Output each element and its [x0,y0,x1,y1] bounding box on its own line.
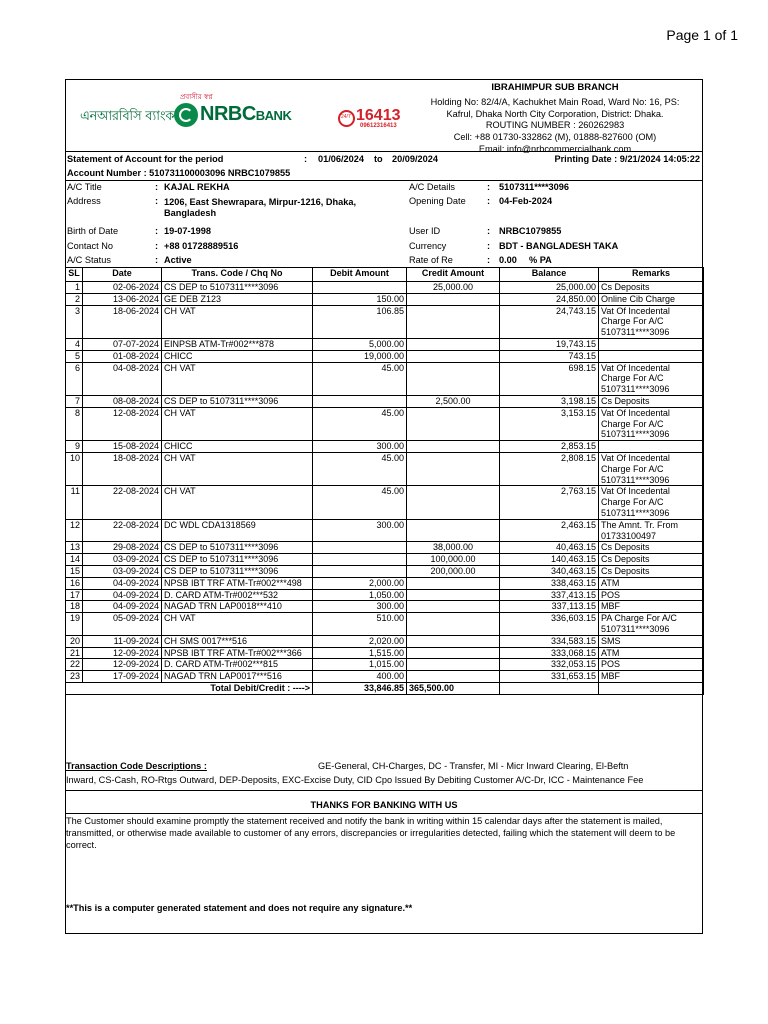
cell-code: CS DEP to 5107311****3096 [162,554,313,566]
cell-sl: 18 [66,601,83,613]
cell-code: CH VAT [162,452,313,485]
table-row [66,338,704,350]
ac-title-colon: : [155,182,159,192]
cell-credit [407,362,500,395]
nrbc-bank-logo [80,95,295,135]
cell-date: 13-06-2024 [83,293,162,305]
table-row [66,395,704,407]
cell-remarks: ATM [599,647,704,659]
cell-date: 04-09-2024 [83,577,162,589]
cell-date: 18-06-2024 [83,305,162,338]
cell-sl: 22 [66,659,83,671]
opening-date-colon: : [487,196,491,206]
table-row [66,452,704,485]
cell-remarks [599,350,704,362]
table-row [66,565,704,577]
hotline-number: 16413 [356,107,401,124]
cell-debit [313,542,407,554]
cell-credit [407,486,500,519]
cell-credit [407,671,500,683]
cell-debit: 45.00 [313,486,407,519]
cell-sl: 10 [66,452,83,485]
cell-credit [407,589,500,601]
currency-label: Currency [409,241,447,251]
cell-code: CS DEP to 5107311****3096 [162,395,313,407]
codes-line2: Inward, CS-Cash, RO-Rtgs Outward, DEP-Deposits, EXC-Excise Duty, CID Cpo Issued By Debiting Customer A/C-Dr, ICC - Maintenance Fee [66,775,644,785]
cell-remarks: Vat Of Incedental Charge For A/C 5107311****3096 [599,362,704,395]
cell-debit: 19,000.00 [313,350,407,362]
cell-balance: 698.15 [500,362,599,395]
cell-date: 03-09-2024 [83,554,162,566]
table-row [66,407,704,440]
cell-date: 01-08-2024 [83,350,162,362]
cell-balance: 2,808.15 [500,452,599,485]
cell-remarks: ATM [599,577,704,589]
cell-balance: 743.15 [500,350,599,362]
cell-code: CH VAT [162,362,313,395]
branch-routing: ROUTING NUMBER : 260262983 [485,120,625,131]
opening-date-value: 04-Feb-2024 [499,196,553,206]
cell-remarks: Cs Deposits [599,565,704,577]
cell-code: NAGAD TRN LAP0017***516 [162,671,313,683]
col-header-sl: SL [66,268,83,282]
cell-balance: 337,413.15 [500,589,599,601]
branch-address [410,97,700,156]
cell-date: 22-08-2024 [83,486,162,519]
cell-credit: 100,000.00 [407,554,500,566]
table-row [66,519,704,542]
bank-tagline-bn: প্রবাসীর স্বপ্ন [180,93,213,101]
table-row [66,659,704,671]
dob-value: 19-07-1998 [164,226,211,236]
contact-value: +88 01728889516 [164,241,239,251]
cell-code: GE DEB Z123 [162,293,313,305]
cell-credit [407,452,500,485]
cell-debit [313,565,407,577]
cell-debit: 45.00 [313,362,407,395]
cell-remarks: Vat Of Incedental Charge For A/C 5107311****3096 [599,407,704,440]
cell-date: 18-08-2024 [83,452,162,485]
cell-balance: 25,000.00 [500,282,599,294]
cell-remarks: Cs Deposits [599,542,704,554]
cell-sl: 6 [66,362,83,395]
user-id-colon: : [487,226,491,236]
col-header-date: Date [83,268,162,282]
table-row [66,305,704,338]
cell-balance: 331,653.15 [500,671,599,683]
currency-colon: : [487,241,491,251]
cell-date: 07-07-2024 [83,338,162,350]
ac-title-value: KAJAL REKHA [164,182,230,192]
ac-details-colon: : [487,182,491,192]
bank-name-bn: এনআরবিসি ব্যাংক [80,109,175,124]
cell-credit [407,293,500,305]
table-row [66,601,704,613]
address-line1: 1206, East Shewrapara, Mirpur-1216, Dhaka, [164,197,357,207]
address-label: Address [67,196,101,206]
cell-credit [407,613,500,636]
cell-remarks: Cs Deposits [599,282,704,294]
col-header-balance: Balance [500,268,599,282]
table-row [66,486,704,519]
cell-code: CHICC [162,441,313,453]
cell-remarks: Vat Of Incedental Charge For A/C 5107311****3096 [599,452,704,485]
cell-sl: 19 [66,613,83,636]
table-row [66,635,704,647]
cell-credit [407,441,500,453]
bank-name-en-main: NRBC [200,103,256,125]
cell-date: 22-08-2024 [83,519,162,542]
cell-balance: 3,198.15 [500,395,599,407]
cell-code: CH VAT [162,613,313,636]
total-label: Total Debit/Credit : ----> [66,682,313,694]
dob-label: Birth of Date [67,226,119,236]
notice-text: The Customer should examine promptly the statement received and notify the bank in writing within 15 calendar days after the statement is mailed, transmitted, or otherwise made available to customer of any errors, discrepancies or irregularities detected, failing which the statement will deem to be correct. [66,816,676,850]
bank-name-en-suffix: BANK [255,108,292,123]
hotline-24-7-icon [338,110,355,127]
status-value: Active [164,255,192,265]
ac-details-label: A/C Details [409,182,455,192]
branch-email: Email: info@nrbcommercialbank.com [478,143,632,154]
cell-date: 12-08-2024 [83,407,162,440]
cell-credit [407,647,500,659]
cell-date: 17-09-2024 [83,671,162,683]
cell-credit: 25,000.00 [407,282,500,294]
cell-sl: 21 [66,647,83,659]
cell-balance: 3,153.15 [500,407,599,440]
codes-title: Transaction Code Descriptions : [66,761,207,771]
cell-balance: 24,850.00 [500,293,599,305]
rate-colon: : [487,255,491,265]
cell-sl: 14 [66,554,83,566]
cell-remarks: Vat Of Incedental Charge For A/C 5107311****3096 [599,305,704,338]
cell-sl: 8 [66,407,83,440]
cell-debit: 1,515.00 [313,647,407,659]
computer-generated-note: **This is a computer generated statement and does not require any signature.** [66,903,413,913]
table-row [66,613,704,636]
cell-remarks: POS [599,589,704,601]
account-divider [65,180,703,181]
cell-debit: 45.00 [313,452,407,485]
table-row [66,554,704,566]
cell-sl: 9 [66,441,83,453]
cell-remarks: PA Charge For A/C 5107311****3096 [599,613,704,636]
total-balance-empty [500,682,599,694]
cell-sl: 3 [66,305,83,338]
cell-date: 04-08-2024 [83,362,162,395]
cell-date: 15-08-2024 [83,441,162,453]
cell-credit: 200,000.00 [407,565,500,577]
cell-debit: 2,020.00 [313,635,407,647]
cell-sl: 7 [66,395,83,407]
cell-debit: 300.00 [313,519,407,542]
cell-code: CH VAT [162,407,313,440]
cell-code: CS DEP to 5107311****3096 [162,282,313,294]
hotline-logo [338,108,408,134]
transactions-body [66,282,704,695]
cell-debit: 400.00 [313,671,407,683]
status-label: A/C Status [67,255,111,265]
cell-code: CH VAT [162,305,313,338]
cell-credit [407,577,500,589]
cell-remarks: Cs Deposits [599,554,704,566]
cell-code: CH VAT [162,486,313,519]
cell-code: CS DEP to 5107311****3096 [162,565,313,577]
cell-date: 11-09-2024 [83,635,162,647]
cell-balance: 2,763.15 [500,486,599,519]
cell-debit: 1,050.00 [313,589,407,601]
cell-balance: 333,068.15 [500,647,599,659]
cell-balance: 336,603.15 [500,613,599,636]
cell-remarks: SMS [599,635,704,647]
cell-debit [313,282,407,294]
table-header-row [66,268,704,282]
cell-code: CH SMS 0017***516 [162,635,313,647]
cell-sl: 4 [66,338,83,350]
col-header-debit: Debit Amount [313,268,407,282]
cell-credit [407,338,500,350]
cell-remarks: Cs Deposits [599,395,704,407]
table-row [66,282,704,294]
table-row [66,577,704,589]
total-credit: 365,500.00 [407,682,500,694]
header-divider [65,151,703,152]
cell-credit: 2,500.00 [407,395,500,407]
cell-credit [407,635,500,647]
cell-balance: 2,463.15 [500,519,599,542]
cell-sl: 1 [66,282,83,294]
cell-remarks [599,338,704,350]
cell-credit [407,350,500,362]
cell-sl: 2 [66,293,83,305]
cell-date: 29-08-2024 [83,542,162,554]
period-to-label: to [374,154,383,164]
dob-colon: : [155,226,159,236]
cell-remarks: Online Cib Charge [599,293,704,305]
cell-code: NAGAD TRN LAP0018***410 [162,601,313,613]
cell-date: 12-09-2024 [83,659,162,671]
codes-line1: GE-General, CH-Charges, DC - Transfer, MI - Micr Inward Clearing, El-Beftn [318,761,629,771]
branch-address-line2: Kafrul, Dhaka North City Corporation, District: Dhaka. [446,108,664,119]
cell-balance: 334,583.15 [500,635,599,647]
total-remarks-empty [599,682,704,694]
cell-balance: 338,463.15 [500,577,599,589]
bank-name-en [200,103,291,126]
transactions-table [65,267,704,695]
cell-balance: 140,463.15 [500,554,599,566]
cell-sl: 23 [66,671,83,683]
branch-cell: Cell: +88 01730-332862 (M), 01888-827600 (OM) [453,132,657,143]
branch-address-line1: Holding No: 82/4/A, Kachukhet Main Road, Ward No: 16, PS: [430,97,680,107]
cell-debit: 2,000.00 [313,577,407,589]
address-colon: : [155,196,159,206]
cell-debit: 150.00 [313,293,407,305]
col-header-remarks: Remarks [599,268,704,282]
contact-label: Contact No [67,241,113,251]
period-colon: : [304,154,308,164]
cell-balance: 340,463.15 [500,565,599,577]
address-line2: Bangladesh [164,208,217,218]
cell-sl: 17 [66,589,83,601]
cell-sl: 11 [66,486,83,519]
cell-debit [313,395,407,407]
table-row [66,350,704,362]
cell-code: CHICC [162,350,313,362]
cell-credit [407,659,500,671]
table-row [66,589,704,601]
cell-sl: 13 [66,542,83,554]
table-row [66,542,704,554]
cell-credit [407,407,500,440]
cell-credit: 38,000.00 [407,542,500,554]
cell-remarks: MBF [599,671,704,683]
table-row [66,647,704,659]
cell-sl: 15 [66,565,83,577]
page-number: Page 1 of 1 [666,27,738,43]
notice-divider [65,813,703,814]
cell-balance: 40,463.15 [500,542,599,554]
cell-date: 04-09-2024 [83,601,162,613]
footer-divider [65,790,703,791]
cell-date: 04-09-2024 [83,589,162,601]
cell-debit [313,554,407,566]
cell-date: 12-09-2024 [83,647,162,659]
cell-code: DC WDL CDA1318569 [162,519,313,542]
rate-value: 0.00 [499,255,517,265]
cell-credit [407,519,500,542]
cell-balance: 24,743.15 [500,305,599,338]
cell-sl: 20 [66,635,83,647]
hotline-alt-number: 09612316413 [360,123,397,129]
nrbc-logo-mark-icon [174,103,198,127]
table-row [66,362,704,395]
cell-remarks [599,441,704,453]
contact-colon: : [155,241,159,251]
currency-value: BDT - BANGLADESH TAKA [499,241,619,251]
cell-sl: 16 [66,577,83,589]
cell-remarks: POS [599,659,704,671]
status-colon: : [155,255,159,265]
cell-remarks: Vat Of Incedental Charge For A/C 5107311****3096 [599,486,704,519]
total-row [66,682,704,694]
cell-debit: 106.85 [313,305,407,338]
rate-label: Rate of Re [409,255,453,265]
table-row [66,293,704,305]
branch-name: IBRAHIMPUR SUB BRANCH [491,82,619,93]
rate-unit: % PA [529,255,552,265]
cell-credit [407,601,500,613]
period-from: 01/06/2024 [318,154,364,164]
cell-date: 05-09-2024 [83,613,162,636]
cell-remarks: MBF [599,601,704,613]
cell-debit: 45.00 [313,407,407,440]
ac-details-value: 5107311****3096 [499,182,570,192]
cell-code: CS DEP to 5107311****3096 [162,542,313,554]
ac-title-label: A/C Title [67,182,102,192]
col-header-credit: Credit Amount [407,268,500,282]
hotline-24-7-text: 24/7 [341,114,351,120]
cell-remarks: The Amnt. Tr. From 01733100497 [599,519,704,542]
cell-sl: 12 [66,519,83,542]
cell-code: EINPSB ATM-Tr#002***878 [162,338,313,350]
cell-debit: 5,000.00 [313,338,407,350]
period-to: 20/09/2024 [392,154,438,164]
cell-date: 03-09-2024 [83,565,162,577]
cell-balance: 19,743.15 [500,338,599,350]
opening-date-label: Opening Date [409,196,466,206]
cell-debit: 300.00 [313,441,407,453]
cell-balance: 332,053.15 [500,659,599,671]
table-row [66,671,704,683]
period-label: Statement of Account for the period [67,154,224,164]
cell-debit: 1,015.00 [313,659,407,671]
cell-code: D. CARD ATM-Tr#002***532 [162,589,313,601]
col-header-code: Trans. Code / Chq No [162,268,313,282]
printing-date: Printing Date : 9/21/2024 14:05:22 [554,154,700,164]
cell-debit: 510.00 [313,613,407,636]
cell-date: 08-08-2024 [83,395,162,407]
total-debit: 33,846.85 [313,682,407,694]
cell-debit: 300.00 [313,601,407,613]
account-number: Account Number : 510731100003096 NRBC1079855 [67,168,291,178]
cell-code: NPSB IBT TRF ATM-Tr#002***366 [162,647,313,659]
cell-balance: 2,853.15 [500,441,599,453]
cell-credit [407,305,500,338]
thanks-message: THANKS FOR BANKING WITH US [310,800,458,810]
cell-sl: 5 [66,350,83,362]
cell-code: NPSB IBT TRF ATM-Tr#002***498 [162,577,313,589]
cell-date: 02-06-2024 [83,282,162,294]
user-id-value: NRBC1079855 [499,226,562,236]
table-row [66,441,704,453]
cell-code: D. CARD ATM-Tr#002***815 [162,659,313,671]
cell-balance: 337,113.15 [500,601,599,613]
user-id-label: User ID [409,226,441,236]
